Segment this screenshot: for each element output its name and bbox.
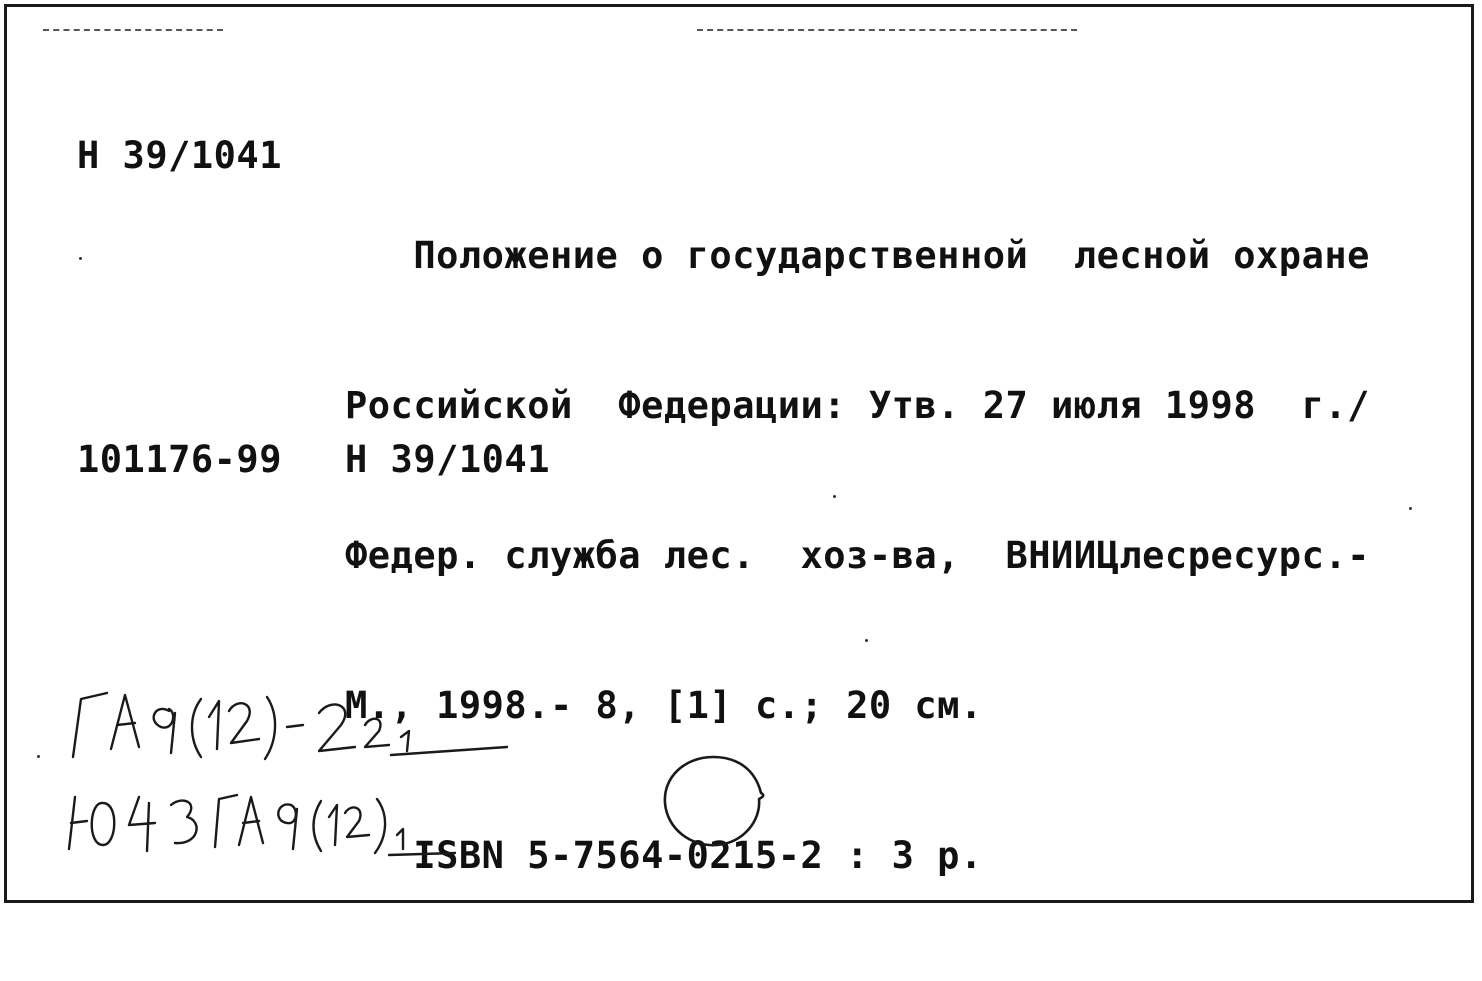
accession-call-number: Н 39/1041 [345, 438, 550, 481]
scan-speck [37, 755, 40, 758]
handwritten-shelf-mark-1 [59, 677, 519, 767]
scan-speck [1409, 507, 1412, 510]
scan-speck [833, 495, 836, 498]
call-number: Н 39/1041 [77, 134, 282, 177]
scan-speck [865, 639, 868, 642]
accession-number: 101176-99 [77, 438, 282, 481]
description-line-3: Федер. служба лес. хоз-ва, ВНИИЦлесресурс.- [345, 534, 1370, 577]
scan-speck [79, 257, 82, 260]
top-rule [697, 29, 1077, 31]
hand-drawn-circle-mark [655, 749, 775, 859]
description-line-1: Положение о государственной лесной охране [345, 234, 1370, 277]
isbn-line: ISBN 5-7564-0215-2 : 3 р. [345, 834, 983, 877]
top-rule [43, 29, 223, 31]
catalog-card [4, 4, 1474, 903]
handwritten-shelf-mark-2 [59, 773, 539, 869]
description-line-4: М., 1998.- 8, [1] с.; 20 см. [345, 684, 983, 727]
description-line-2: Российской Федерации: Утв. 27 июля 1998 г./ [345, 384, 1370, 427]
